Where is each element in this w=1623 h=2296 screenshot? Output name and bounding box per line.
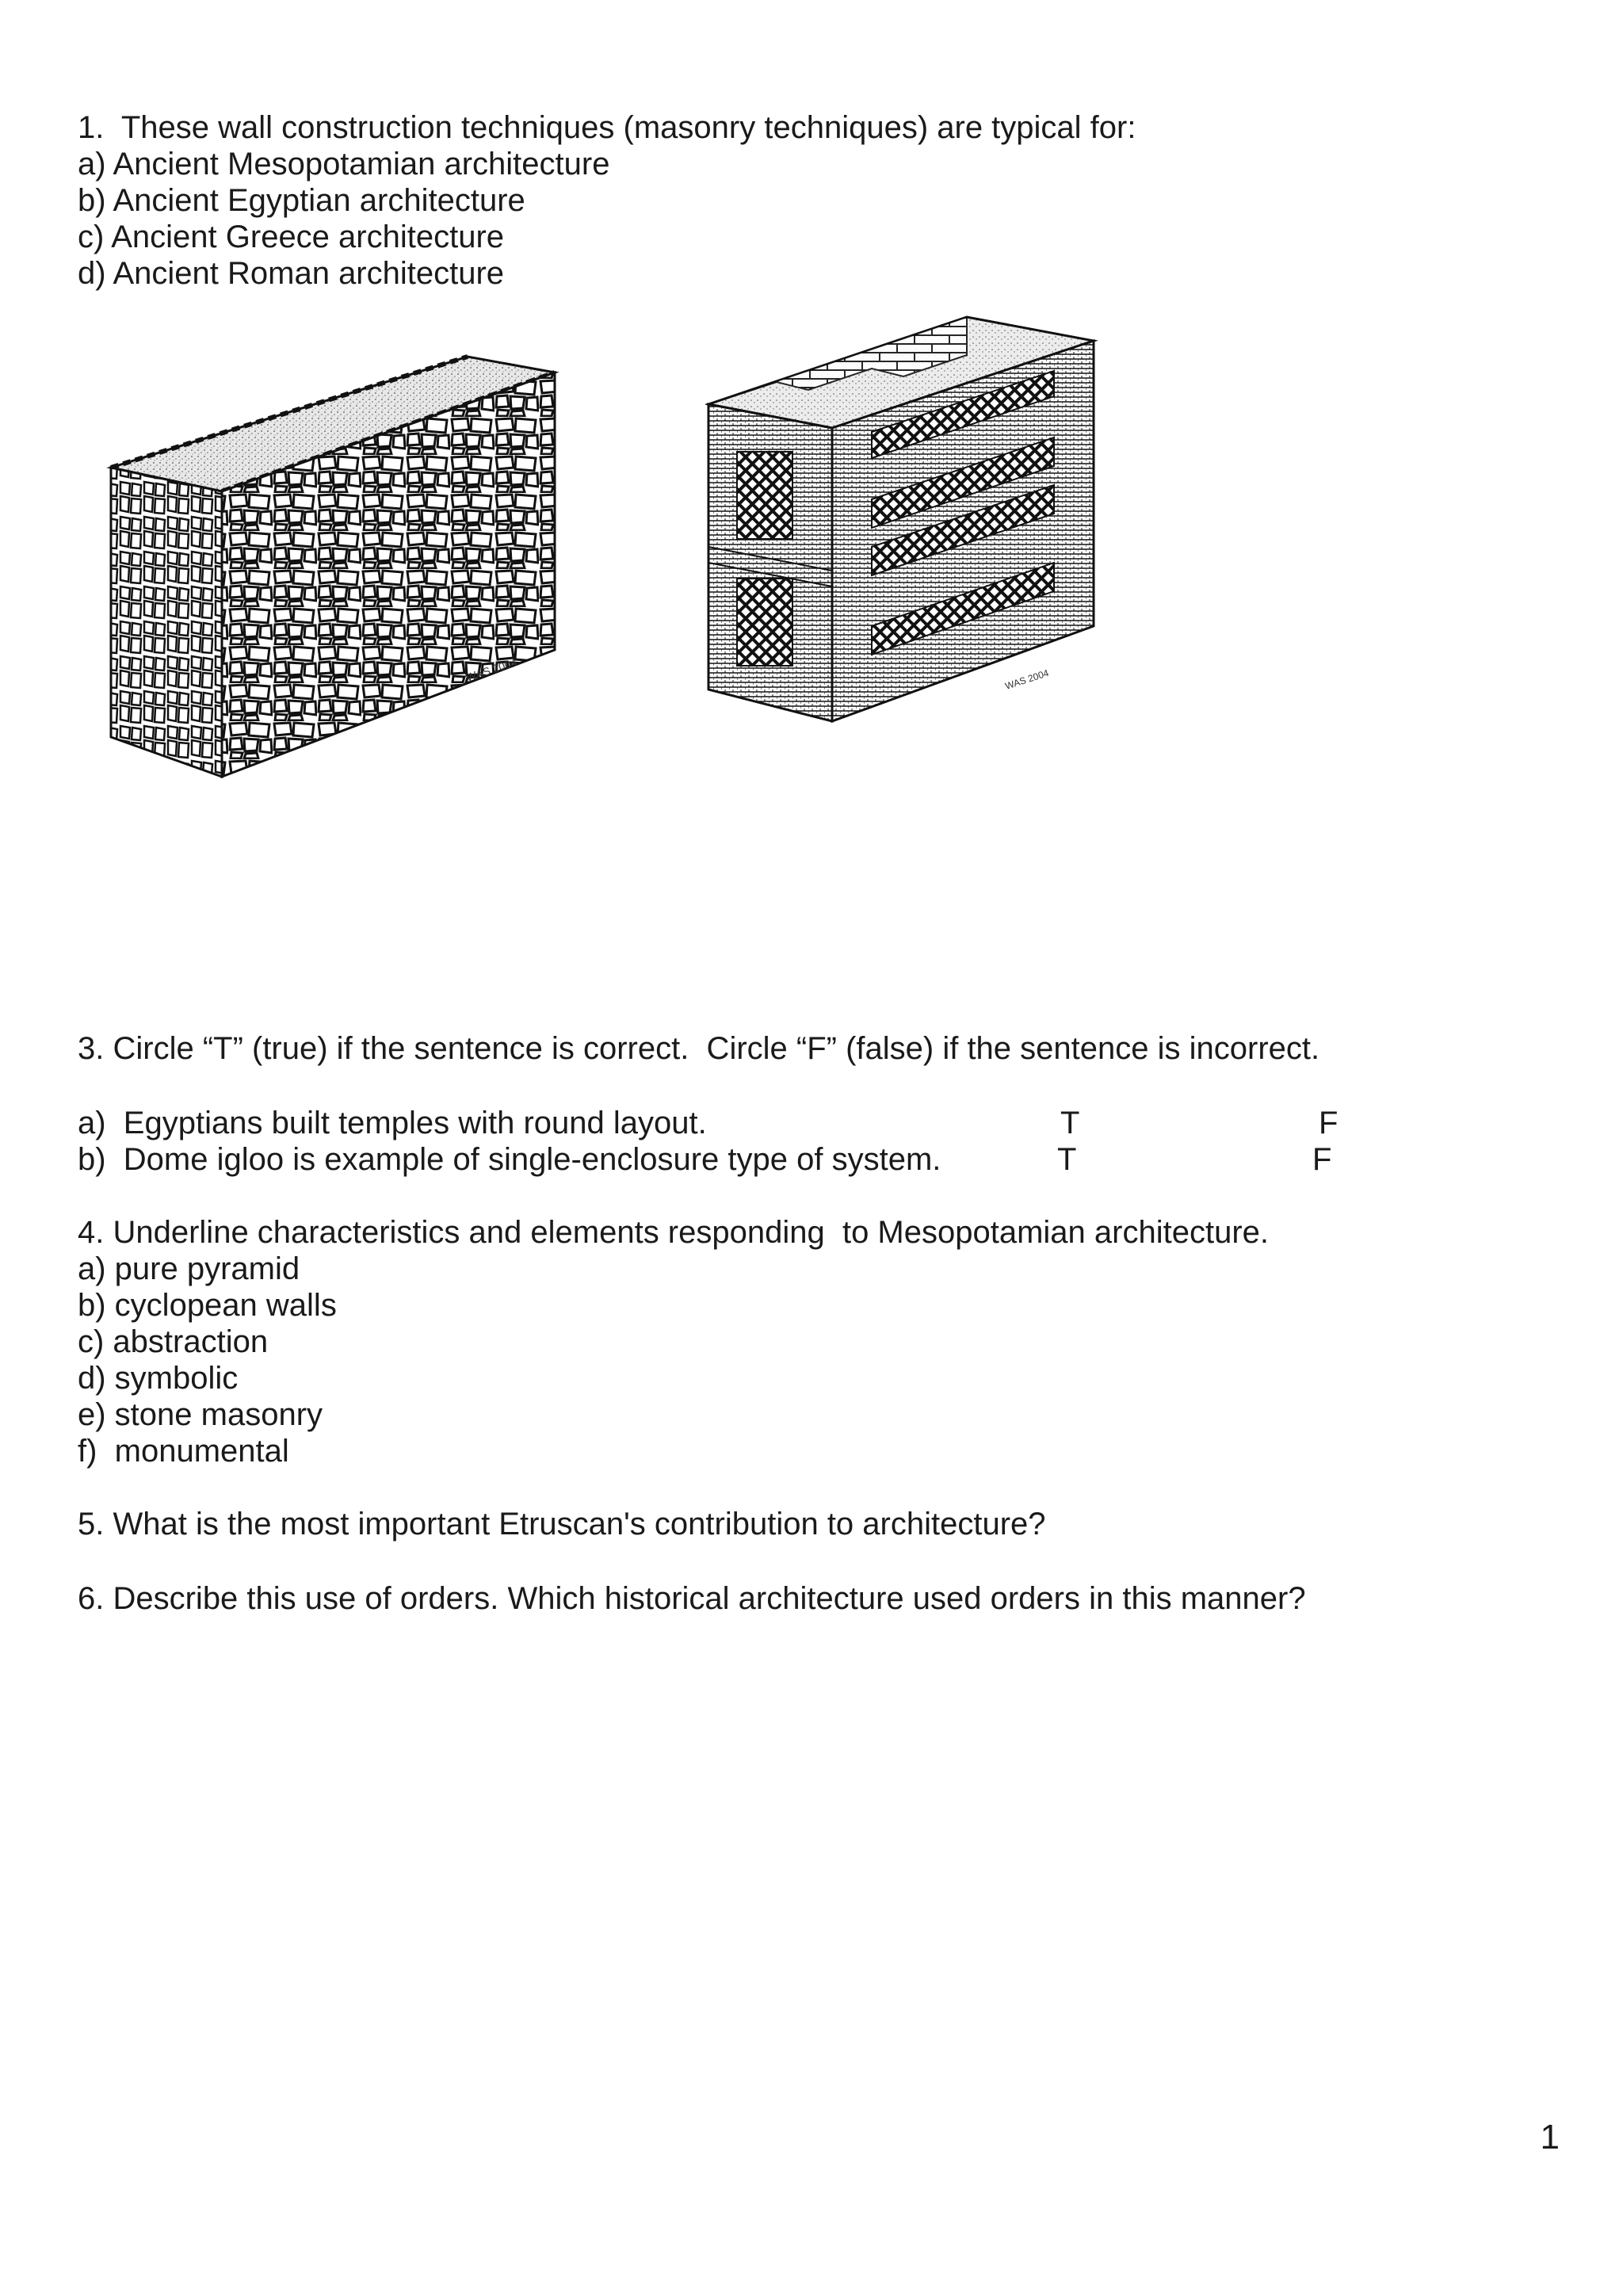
q1-option-a: a) Ancient Mesopotamian architecture (78, 147, 610, 181)
q3-item-a: a) Egyptians built temples with round layout. (78, 1106, 707, 1140)
q3-question: 3. Circle “T” (true) if the sentence is correct. Circle “F” (false) if the sentence is incorrect. (78, 1031, 1320, 1066)
right-figure-signature: WAS 2004 (1003, 667, 1051, 692)
brick-concrete-wall-illustration (705, 309, 1117, 753)
q4-option-d[interactable]: d) symbolic (78, 1361, 239, 1396)
q4-option-c[interactable]: c) abstraction (78, 1324, 269, 1359)
q1-option-c: c) Ancient Greece architecture (78, 220, 505, 254)
left-figure-signature: WAS 2004 (464, 655, 519, 684)
q3-item-a-true[interactable]: T (1060, 1106, 1080, 1140)
page-number: 1 (1540, 2118, 1560, 2157)
q3-item-a-false[interactable]: F (1319, 1106, 1338, 1140)
q3-item-b-true[interactable]: T (1057, 1142, 1077, 1177)
q4-option-e[interactable]: e) stone masonry (78, 1397, 323, 1432)
q4-option-a[interactable]: a) pure pyramid (78, 1251, 300, 1286)
q4-question: 4. Underline characteristics and elements responding to Mesopotamian architecture. (78, 1215, 1270, 1250)
q4-option-b[interactable]: b) cyclopean walls (78, 1288, 337, 1323)
q6-question: 6. Describe this use of orders. Which historical architecture used orders in this manner? (78, 1581, 1306, 1616)
q1-option-d: d) Ancient Roman architecture (78, 256, 505, 291)
rubble-masonry-wall-illustration (95, 341, 571, 785)
q3-item-b: b) Dome igloo is example of single-enclosure type of system. (78, 1142, 941, 1177)
q5-question: 5. What is the most important Etruscan's contribution to architecture? (78, 1507, 1046, 1541)
q1-question: 1. These wall construction techniques (masonry techniques) are typical for: (78, 110, 1136, 145)
q1-option-b: b) Ancient Egyptian architecture (78, 183, 525, 218)
q3-item-b-false[interactable]: F (1312, 1142, 1332, 1177)
q4-option-f[interactable]: f) monumental (78, 1434, 289, 1469)
